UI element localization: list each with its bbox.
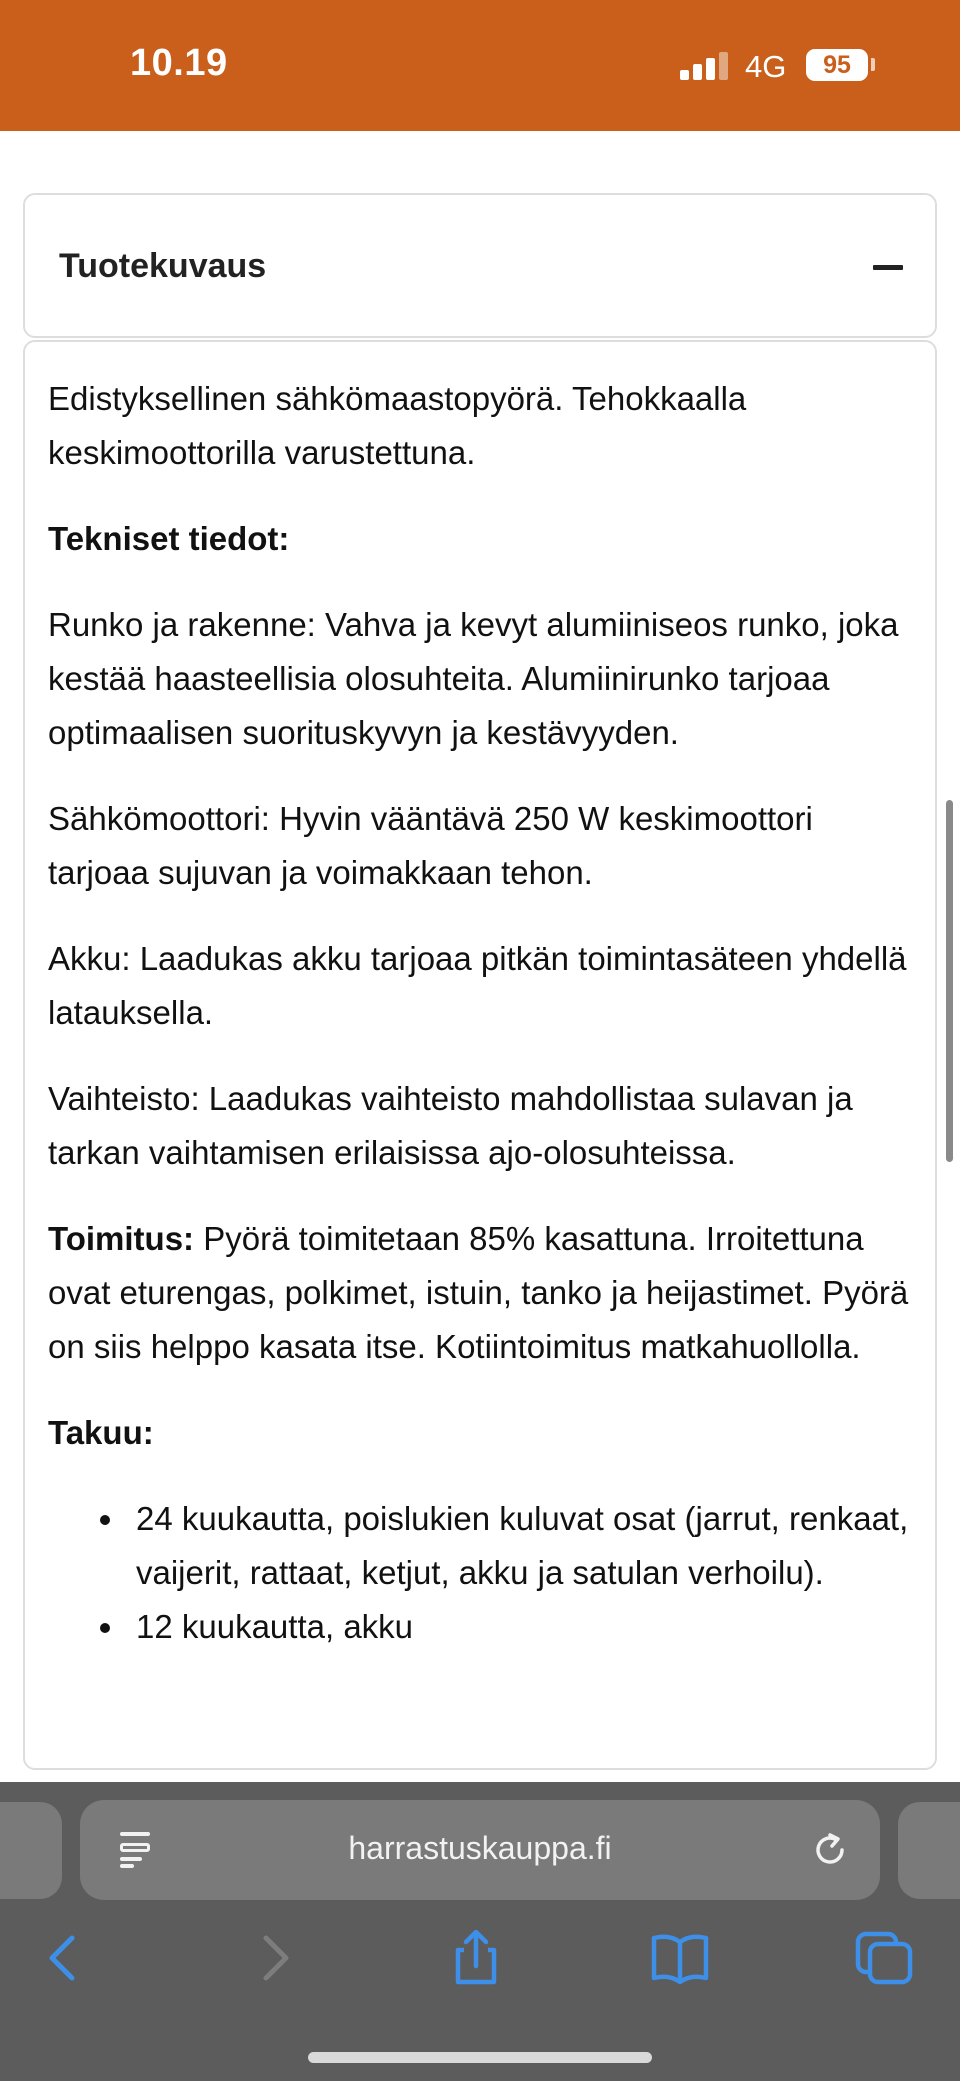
scroll-indicator — [946, 800, 953, 1162]
battery-icon: 95 — [806, 49, 868, 81]
previous-tab-preview[interactable] — [0, 1802, 62, 1899]
share-icon[interactable] — [446, 1930, 506, 1986]
motor-spec: Sähkömoottori: Hyvin vääntävä 250 W keskimoottori tarjoaa sujuvan ja voimakkaan tehon. — [48, 800, 813, 891]
delivery-info — [48, 1212, 918, 1374]
signal-strength-icon — [680, 52, 730, 80]
book-icon[interactable] — [650, 1930, 710, 1986]
url-text: harrastuskauppa.fi — [348, 1830, 612, 1866]
frame-spec: Runko ja rakenne: Vahva ja kevyt alumiiniseos runko, joka kestää haasteellisia olosuhteita. Alumiinirunko tarjoaa optimaalisen suorituskyvyn ja kestävyyden. — [48, 606, 899, 751]
warranty-heading: Takuu: — [48, 1414, 154, 1451]
next-tab-preview[interactable] — [898, 1802, 960, 1899]
accordion-title: Tuotekuvaus — [59, 247, 267, 285]
chevron-right-icon[interactable] — [244, 1930, 304, 1986]
product-description — [48, 372, 918, 1654]
battery-tip — [871, 58, 875, 71]
product-description-panel — [23, 340, 937, 1770]
reload-icon[interactable] — [810, 1830, 850, 1870]
warranty-list — [48, 1492, 918, 1654]
gears-spec: Vaihteisto: Laadukas vaihteisto mahdollistaa sulavan ja tarkan vaihtamisen erilaisissa ajo-olosuhteissa. — [48, 1080, 853, 1171]
address-bar[interactable] — [80, 1800, 880, 1900]
list-item: 24 kuukautta, poislukien kuluvat osat (jarrut, renkaat, vaijerit, rattaat, ketjut, akku ja satulan verhoilu). — [48, 1492, 918, 1600]
intro-text: Edistyksellinen sähkömaastopyörä. Tehokkaalla keskimoottorilla varustettuna. — [48, 380, 747, 471]
tech-heading: Tekniset tiedot: — [48, 520, 290, 557]
minus-icon[interactable] — [873, 265, 903, 270]
list-item: 12 kuukautta, akku — [48, 1600, 918, 1654]
accordion-header[interactable] — [23, 193, 937, 338]
delivery-text: Pyörä toimitetaan 85% kasattuna. Irroitettuna ovat eturengas, polkimet, istuin, tanko ja heijastimet. Pyörä on siis helppo kasata itse. Kotiintoimitus matkahuollolla. — [48, 1220, 909, 1365]
battery-spec: Akku: Laadukas akku tarjoaa pitkän toimintasäteen yhdellä latauksella. — [48, 940, 907, 1031]
home-indicator — [308, 2052, 652, 2063]
chevron-left-icon[interactable] — [34, 1930, 94, 1986]
status-bar — [0, 0, 960, 131]
status-time: 10.19 — [130, 42, 228, 84]
network-type: 4G — [745, 49, 787, 84]
tabs-icon[interactable] — [854, 1930, 914, 1986]
delivery-label: Toimitus: — [48, 1220, 195, 1257]
